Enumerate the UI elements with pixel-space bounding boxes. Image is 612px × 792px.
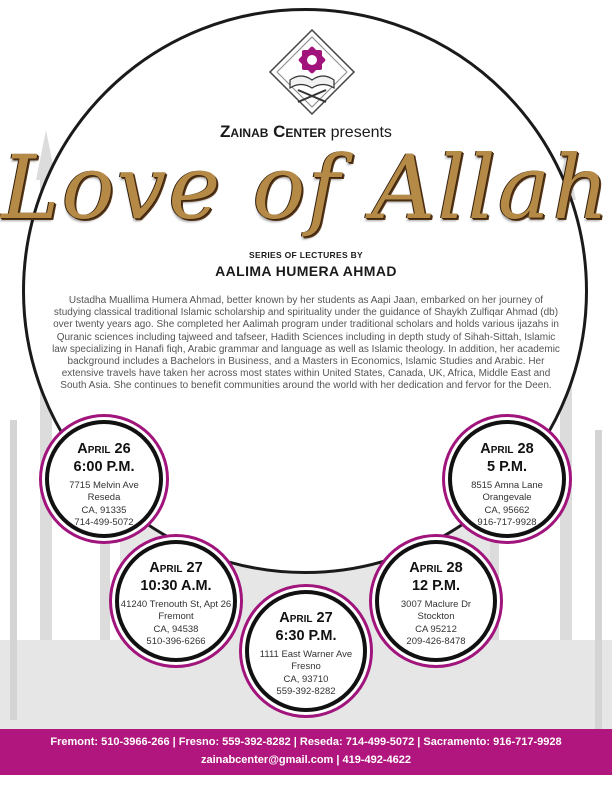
- contact-footer: [0, 729, 612, 775]
- speaker-bio: Ustadha Muallima Humera Ahmad, better known by her students as Aapi Jaan, embarked on her journey of studying classical traditional Islamic scholarship and spirituality under the guidance of Shaykh Zulfiqar Ahmad (db) over twenty years ago. She completed her Aalimah program under traditional scholars and holds various ijazahs in Quranic sciences including tajweed and tafseer, Hadith Sciences including in depth study of Sihah-Sittah, Islamic law specializing in Hanafi fiqh, Arabic grammar and language as well as Islamic theology. In addition, her academic background includes a Bachelors in Business, and a Masters in Economics, Islamic Studies and Arabic. Her extensive travels have taken her across most states within United States, Canada, UK, Africa, Middle East and South Asia. She continues to benefit communities around the world with her dedication and fervor for the Deen.: [52, 295, 560, 392]
- organization-name: Zainab Center: [220, 122, 327, 141]
- series-label: SERIES OF LECTURES BY: [249, 250, 363, 260]
- footer-phone-line: Fremont: 510-3966-266 | Fresno: 559-392-8282 | Reseda: 714-499-5072 | Sacramento: 916-717-9928: [50, 736, 562, 748]
- event-time: 6:30 P.M.: [275, 628, 337, 644]
- event-time: 5 P.M.: [486, 459, 528, 475]
- event-phone: 510-396-6266: [146, 636, 206, 648]
- event-state-zip: CA, 94538: [153, 623, 199, 635]
- event-date: April 27: [279, 610, 333, 626]
- event-address: 3007 Maclure Dr: [400, 599, 472, 610]
- footer-email-line: zainabcenter@gmail.com | 419-492-4622: [200, 754, 412, 766]
- event-phone: 559-392-8282: [276, 686, 336, 698]
- event-date: April 28: [480, 441, 534, 457]
- event-address: 1111 East Warner Ave: [259, 649, 353, 660]
- event-state-zip: CA 95212: [415, 623, 457, 635]
- event-state-zip: CA, 93710: [283, 673, 329, 685]
- event-city: Reseda: [87, 492, 121, 504]
- event-phone: 916-717-9928: [477, 517, 537, 529]
- event-address: 8515 Amna Lane: [471, 480, 543, 491]
- event-city: Orangevale: [482, 492, 532, 504]
- event-address: 7715 Melvin Ave: [69, 480, 139, 491]
- event-time: 10:30 A.M.: [140, 578, 212, 594]
- event-address: 41240 Trenouth St, Apt 26: [120, 599, 232, 610]
- event-circle-reseda: [45, 420, 163, 538]
- event-city: Stockton: [417, 611, 455, 623]
- event-phone: 209-426-8478: [406, 636, 466, 648]
- event-circle-fresno: [245, 590, 367, 712]
- presents-word: presents: [330, 124, 392, 141]
- quran-on-stand-logo-icon: [268, 28, 356, 116]
- event-title: Love of Allah: [1, 136, 611, 239]
- speaker-name: AALIMA HUMERA AHMAD: [215, 263, 397, 279]
- event-city: Fremont: [158, 611, 194, 623]
- event-circle-stockton: [375, 540, 497, 662]
- event-date: April 27: [149, 560, 203, 576]
- event-circle-orangevale: [448, 420, 566, 538]
- event-time: 6:00 P.M.: [73, 459, 135, 475]
- event-circle-fremont: [115, 540, 237, 662]
- event-state-zip: CA, 95662: [484, 504, 530, 516]
- event-date: April 26: [77, 441, 131, 457]
- event-time: 12 P.M.: [411, 578, 461, 594]
- event-state-zip: CA, 91335: [81, 504, 127, 516]
- event-date: April 28: [409, 560, 463, 576]
- event-city: Fresno: [291, 661, 321, 673]
- event-phone: 714-499-5072: [74, 517, 134, 529]
